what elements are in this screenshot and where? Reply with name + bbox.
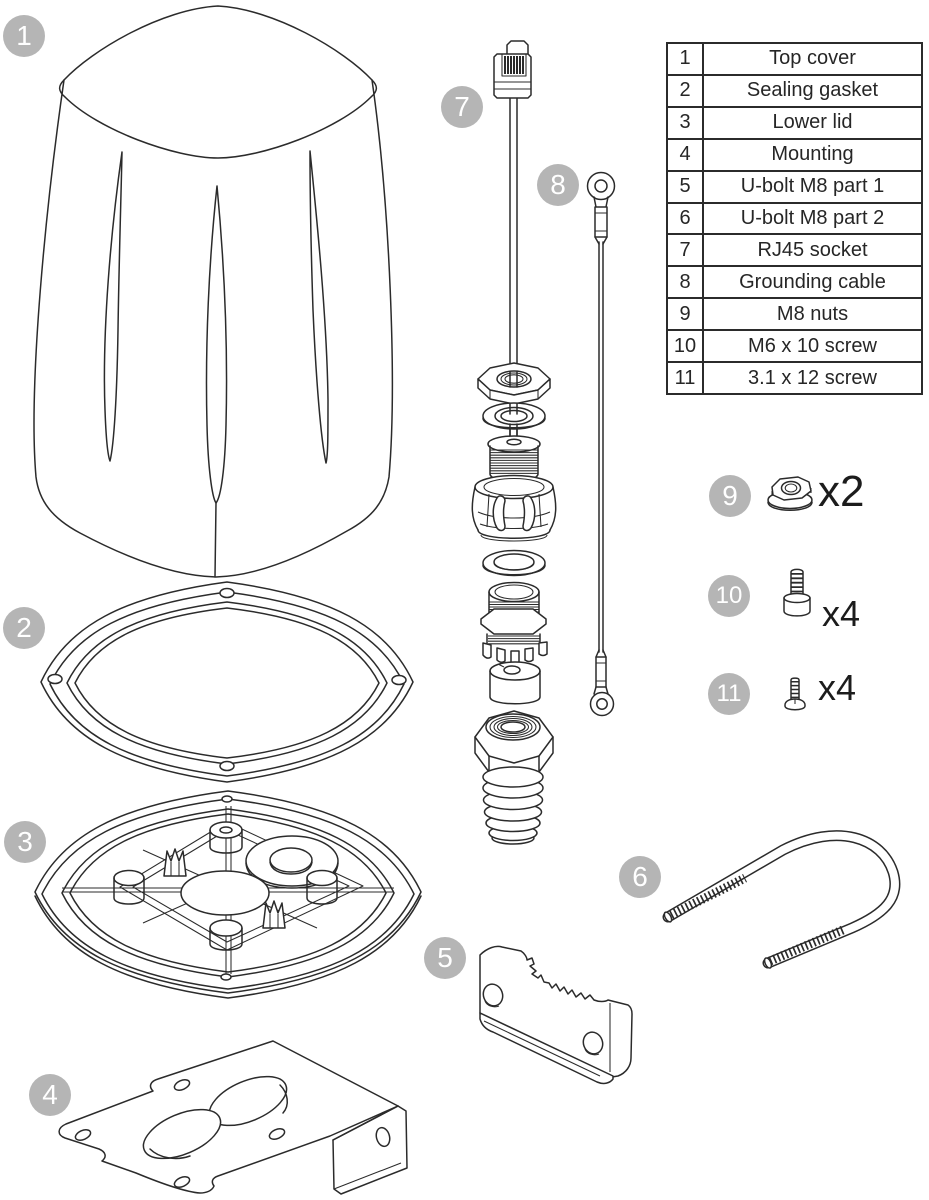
callout-badge-11 <box>708 673 750 715</box>
callout-number: 10 <box>715 582 743 609</box>
top-cover-drawing <box>34 6 392 577</box>
part-number-cell: 3 <box>667 107 703 139</box>
table-row <box>667 330 922 362</box>
table-row <box>667 234 922 266</box>
part-name-cell: RJ45 socket <box>703 234 922 266</box>
part-name-cell: Grounding cable <box>703 266 922 298</box>
callout-number: 9 <box>722 480 738 511</box>
callout-badge-1 <box>3 15 45 57</box>
part-name-cell: Mounting <box>703 139 922 171</box>
callout-badge-4 <box>29 1074 71 1116</box>
table-row <box>667 362 922 394</box>
rj45-socket-drawing <box>472 41 555 844</box>
part-name-cell: Sealing gasket <box>703 75 922 107</box>
parts-table <box>666 42 923 395</box>
part-number-cell: 8 <box>667 266 703 298</box>
part-name-cell: U-bolt M8 part 1 <box>703 171 922 203</box>
callout-badge-5 <box>424 937 466 979</box>
u-bolt-drawing <box>663 836 895 969</box>
part-name-cell: M6 x 10 screw <box>703 330 922 362</box>
callout-badge-7 <box>441 86 483 128</box>
table-row <box>667 139 922 171</box>
qty-label-m8-nuts: x2 <box>818 467 865 516</box>
callout-number: 1 <box>16 20 32 51</box>
callout-badge-2 <box>3 607 45 649</box>
callout-number: 5 <box>437 942 453 973</box>
callout-number: 3 <box>17 826 33 857</box>
part-number-cell: 4 <box>667 139 703 171</box>
part-name-cell: Lower lid <box>703 107 922 139</box>
part-name-cell: M8 nuts <box>703 298 922 330</box>
part-number-cell: 6 <box>667 203 703 235</box>
callout-badge-9 <box>709 475 751 517</box>
pan-head-screw-icon <box>785 678 805 710</box>
table-row <box>667 171 922 203</box>
m6-socket-screw-icon <box>784 569 810 616</box>
table-row <box>667 43 922 75</box>
part-name-cell: U-bolt M8 part 2 <box>703 203 922 235</box>
callout-badge-6 <box>619 856 661 898</box>
table-row <box>667 75 922 107</box>
table-row <box>667 266 922 298</box>
callout-number: 4 <box>42 1079 58 1110</box>
m8-flange-nut-icon <box>768 477 812 510</box>
lower-lid-drawing <box>35 791 421 998</box>
callout-number: 8 <box>550 169 566 200</box>
callout-badge-10 <box>708 575 750 617</box>
callout-number: 6 <box>632 861 648 892</box>
callout-number: 7 <box>454 91 470 122</box>
callout-badge-8 <box>537 164 579 206</box>
part-number-cell: 5 <box>667 171 703 203</box>
part-number-cell: 9 <box>667 298 703 330</box>
part-number-cell: 2 <box>667 75 703 107</box>
qty-label-m6-screws: x4 <box>822 593 861 634</box>
part-number-cell: 7 <box>667 234 703 266</box>
table-row <box>667 203 922 235</box>
part-name-cell: 3.1 x 12 screw <box>703 362 922 394</box>
part-number-cell: 10 <box>667 330 703 362</box>
callout-number: 2 <box>16 612 32 643</box>
grounding-cable-drawing <box>588 173 615 716</box>
table-row <box>667 298 922 330</box>
part-number-cell: 11 <box>667 362 703 394</box>
qty-label-small-screws: x4 <box>818 667 857 708</box>
sealing-gasket-drawing <box>41 582 413 782</box>
table-row <box>667 107 922 139</box>
callout-badge-3 <box>4 821 46 863</box>
u-bolt-clamp-drawing <box>480 946 632 1083</box>
callout-number: 11 <box>716 680 742 707</box>
part-number-cell: 1 <box>667 43 703 75</box>
part-name-cell: Top cover <box>703 43 922 75</box>
mounting-bracket-drawing <box>59 1041 407 1194</box>
